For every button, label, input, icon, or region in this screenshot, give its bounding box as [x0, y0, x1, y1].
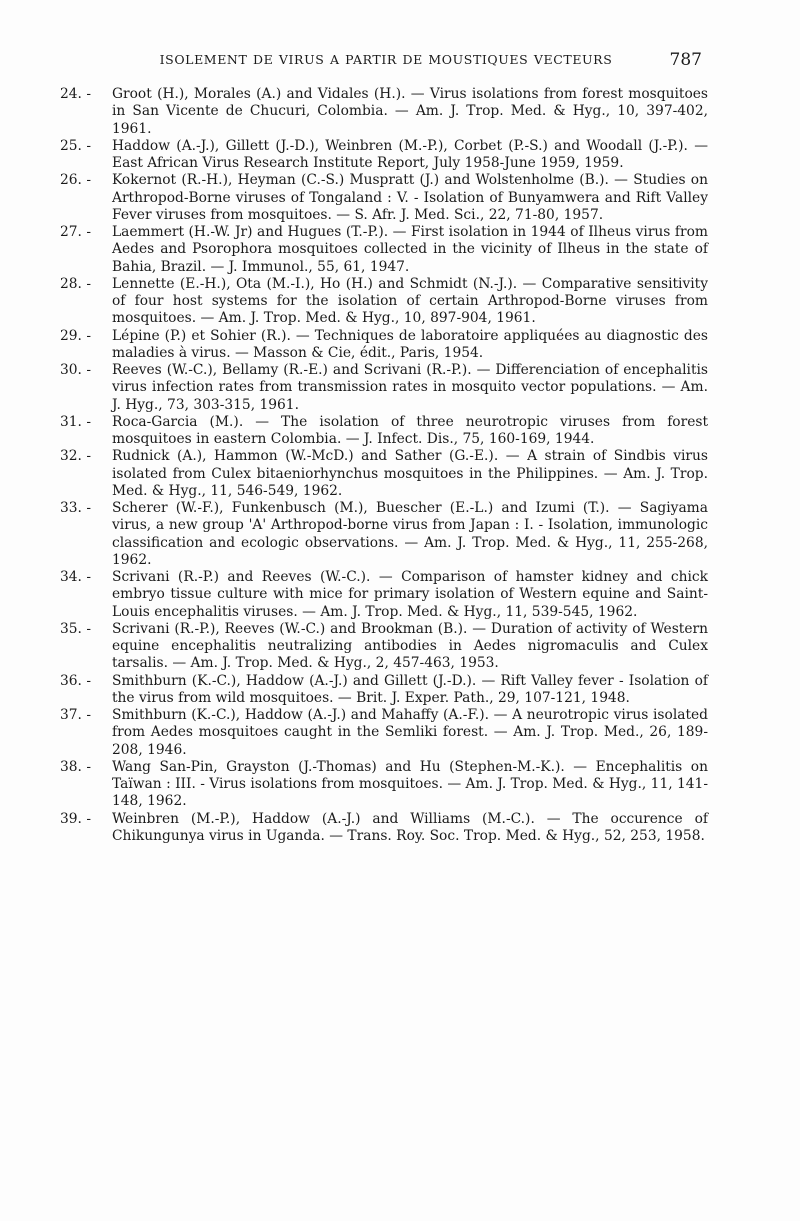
reference-number: 29. - [60, 327, 91, 344]
page-number: 787 [669, 50, 702, 70]
reference-text: Reeves (W.-C.), Bellamy (R.-E.) and Scrivani (R.-P.). — Differenciation of encephalitis virus infection rates from transmission rates in mosquito vector populations. — Am. J. Hyg., 73, 303-315, 1961. [112, 362, 708, 413]
reference-text: Wang San-Pin, Grayston (J.-Thomas) and Hu (Stephen-M.-K.). — Encephalitis on Taïwan : III. - Virus isolations from mosquitoes. — Am. J. Trop. Med. & Hyg., 11, 141-148, 1962. [112, 758, 708, 810]
reference-text: Laemmert (H.-W. Jr) and Hugues (T.-P.). — First isolation in 1944 of Ilheus virus from Aedes and Psorophora mosquitoes collected in the vicinity of Ilheus in the state of Bahia, Brazil. — J. Immunol., 55, 61, 1947. [112, 224, 708, 275]
reference-item [60, 707, 708, 759]
reference-text: Groot (H.), Morales (A.) and Vidales (H.). — Virus isolations from forest mosquitoes in San Vicente de Chucuri, Colombia. — Am. J. Trop. Med. & Hyg., 10, 397-402, 1961. [112, 86, 708, 137]
reference-text: Rudnick (A.), Hammon (W.-McD.) and Sather (G.-E.). — A strain of Sindbis virus isolated from Culex bitaeniorhynchus mosquitoes in the Philippines. — Am. J. Trop. Med. & Hyg., 11, 546-549, 1962. [112, 448, 708, 499]
reference-number: 36. - [60, 672, 91, 689]
reference-text: Lennette (E.-H.), Ota (M.-I.), Ho (H.) and Schmidt (N.-J.). — Comparative sensitivity of four host systems for the isolation of certain Arthropod-Borne viruses from mosquitoes. — Am. J. Trop. Med. & Hyg., 10, 897-904, 1961. [112, 275, 708, 327]
reference-item [60, 172, 708, 224]
reference-number: 34. - [60, 569, 91, 585]
reference-item [60, 673, 708, 708]
reference-item [60, 811, 708, 846]
reference-item [60, 276, 708, 328]
reference-item [60, 500, 708, 569]
running-title: ISOLEMENT DE VIRUS A PARTIR DE MOUSTIQUES VECTEURS [159, 52, 613, 67]
reference-number: 28. - [60, 275, 91, 292]
reference-text: Kokernot (R.-H.), Heyman (C.-S.) Muspratt (J.) and Wolstenholme (B.). — Studies on Arthropod-Borne viruses of Tongaland : V. - Isolation of Bunyamwera and Rift Valley Fever viruses from mosquitoes. — S. Afr. J. Med. Sci., 22, 71-80, 1957. [112, 172, 708, 223]
reference-item [60, 86, 708, 138]
reference-text: Scherer (W.-F.), Funkenbusch (M.), Buescher (E.-L.) and Izumi (T.). — Sagiyama virus, a new group 'A' Arthropod-borne virus from Japan : I. - Isolation, immunologic classification and ecologic observations. — Am. J. Trop. Med. & Hyg., 11, 255-268, 1962. [112, 500, 708, 568]
reference-text: Weinbren (M.-P.), Haddow (A.-J.) and Williams (M.-C.). — The occurence of Chikungunya virus in Uganda. — Trans. Roy. Soc. Trop. Med. & Hyg., 52, 253, 1958. [112, 810, 708, 844]
reference-item [60, 448, 708, 500]
reference-text: Scrivani (R.-P.) and Reeves (W.-C.). — Comparison of hamster kidney and chick embryo tissue culture with mice for primary isolation of Western equine and Saint-Louis encephalitis viruses. — Am. J. Trop. Med. & Hyg., 11, 539-545, 1962. [112, 569, 708, 620]
reference-text: Roca-Garcia (M.). — The isolation of three neurotropic viruses from forest mosquitoes in eastern Colombia. — J. Infect. Dis., 75, 160-169, 1944. [112, 413, 708, 447]
reference-number: 31. - [60, 413, 91, 430]
reference-text: Smithburn (K.-C.), Haddow (A.-J.) and Gillett (J.-D.). — Rift Valley fever - Isolation of the virus from wild mosquitoes. — Brit. J. Exper. Path., 29, 107-121, 1948. [112, 672, 708, 706]
reference-item [60, 414, 708, 449]
reference-number: 32. - [60, 448, 91, 465]
reference-item [60, 569, 708, 621]
reference-item [60, 138, 708, 173]
reference-number: 27. - [60, 224, 91, 240]
reference-item [60, 759, 708, 811]
reference-item [60, 621, 708, 673]
reference-number: 39. - [60, 810, 91, 827]
reference-text: Scrivani (R.-P.), Reeves (W.-C.) and Brookman (B.). — Duration of activity of Western equine encephalitis neutralizing antibodies in Aedes nigromaculis and Culex tarsalis. — Am. J. Trop. Med. & Hyg., 2, 457-463, 1953. [112, 620, 708, 672]
reference-number: 37. - [60, 707, 91, 723]
reference-text: Lépine (P.) et Sohier (R.). — Techniques de laboratoire appliquées au diagnostic des maladies à virus. — Masson & Cie, édit., Paris, 1954. [112, 327, 708, 361]
reference-number: 24. - [60, 86, 91, 102]
reference-item [60, 362, 708, 414]
reference-number: 25. - [60, 137, 91, 154]
reference-list [60, 86, 708, 845]
reference-item [60, 328, 708, 363]
reference-number: 30. - [60, 362, 91, 378]
reference-number: 35. - [60, 620, 91, 637]
reference-item [60, 224, 708, 276]
reference-number: 33. - [60, 500, 91, 516]
reference-number: 38. - [60, 758, 91, 775]
reference-text: Smithburn (K.-C.), Haddow (A.-J.) and Mahaffy (A.-F.). — A neurotropic virus isolated from Aedes mosquitoes caught in the Semliki forest. — Am. J. Trop. Med., 26, 189-208, 1946. [112, 707, 708, 758]
reference-text: Haddow (A.-J.), Gillett (J.-D.), Weinbren (M.-P.), Corbet (P.-S.) and Woodall (J.-P.). — East African Virus Research Institute Report, July 1958-June 1959, 1959. [112, 137, 708, 171]
reference-number: 26. - [60, 172, 91, 189]
